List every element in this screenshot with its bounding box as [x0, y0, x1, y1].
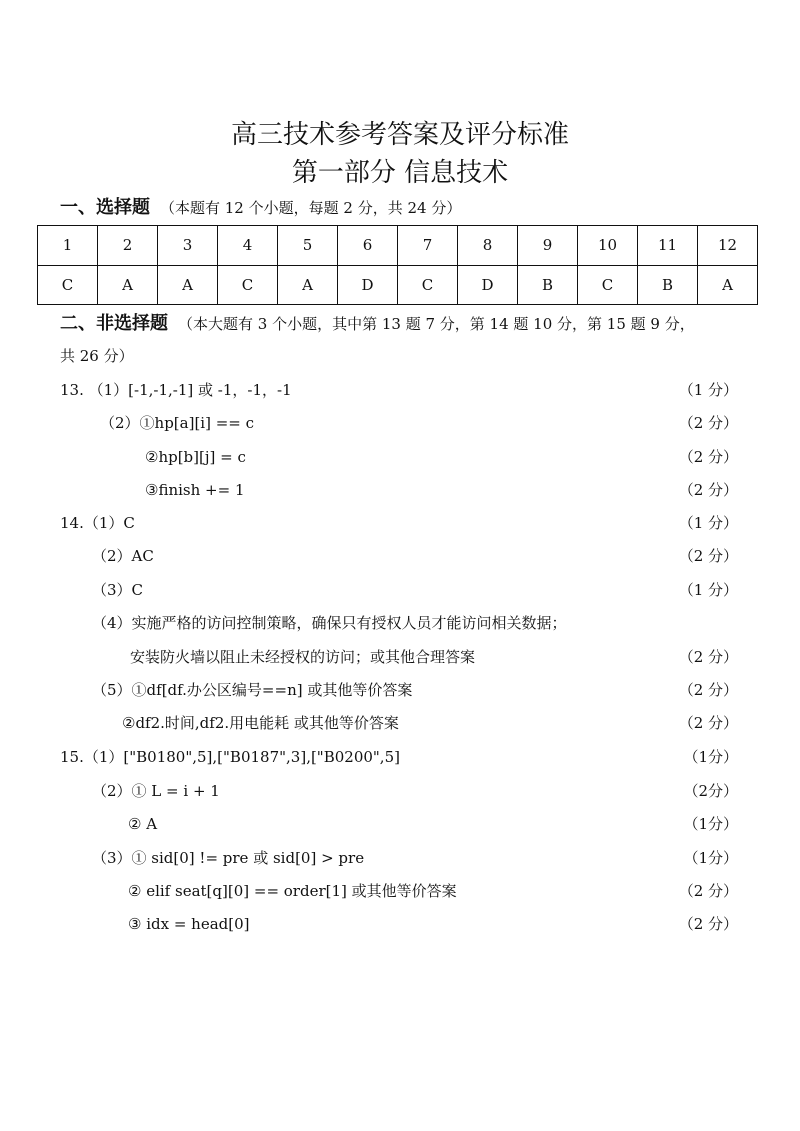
- answer-text: ②df2.时间,df2.用电能耗 或其他等价答案: [122, 714, 399, 732]
- points: （2 分）: [678, 681, 738, 699]
- points: （2 分）: [678, 414, 738, 432]
- question-number-row: [38, 226, 758, 266]
- answer-line: [0, 877, 800, 905]
- answer-text: （2）①hp[a][i] == c: [100, 414, 255, 432]
- points: （2 分）: [678, 714, 738, 732]
- answer-text: （3）① sid[0] != pre 或 sid[0] > pre: [92, 849, 365, 867]
- answer-text: ③ idx = head[0]: [128, 915, 250, 933]
- answer-line: [0, 676, 800, 704]
- answer-line: [0, 844, 800, 872]
- question-number: 7: [398, 226, 458, 266]
- points: （1 分）: [678, 581, 738, 599]
- answer-line: [0, 542, 800, 570]
- answer-cell: C: [38, 265, 98, 305]
- points: （2 分）: [678, 648, 738, 666]
- answer-text: （2）① L = i + 1: [92, 782, 220, 800]
- section-1-heading: [60, 196, 461, 220]
- question-number: 11: [638, 226, 698, 266]
- answer-line: [0, 443, 800, 471]
- answer-row: [38, 265, 758, 305]
- page-title: 高三技术参考答案及评分标准: [230, 120, 569, 150]
- points: （1 分）: [678, 514, 738, 532]
- answer-cell: B: [638, 265, 698, 305]
- answer-cell: D: [458, 265, 518, 305]
- answer-text: （2）AC: [92, 547, 154, 565]
- answer-text: （4）实施严格的访问控制策略，确保只有授权人员才能访问相关数据；: [92, 614, 567, 632]
- section-2-heading: [60, 312, 695, 336]
- answer-line: [0, 709, 800, 737]
- points: （2分）: [683, 782, 738, 800]
- question-number: 1: [38, 226, 98, 266]
- answer-line: [0, 476, 800, 504]
- answer-text: 安装防火墙以阻止未经授权的访问；或其他合理答案: [130, 648, 476, 666]
- answer-cell: A: [98, 265, 158, 305]
- section-2-note: （本大题有 3 个小题，其中第 13 题 7 分，第 14 题 10 分，第 15 题 9 分，: [178, 315, 695, 333]
- answer-line: [0, 777, 800, 805]
- points: （1 分）: [678, 381, 738, 399]
- answer-cell: D: [338, 265, 398, 305]
- answer-text: ② elif seat[q][0] == order[1] 或其他等价答案: [128, 882, 457, 900]
- question-number: 2: [98, 226, 158, 266]
- answer-text: （5）①df[df.办公区编号==n] 或其他等价答案: [92, 681, 413, 699]
- answer-line: [0, 810, 800, 838]
- points: （1分）: [683, 849, 738, 867]
- answer-text: 15.（1）["B0180",5],["B0187",3],["B0200",5]: [60, 748, 400, 766]
- answer-line: [0, 743, 800, 771]
- points: （1分）: [683, 748, 738, 766]
- answer-text: 13. （1）[-1,-1,-1] 或 -1，-1，-1: [60, 381, 292, 399]
- page-subtitle: 第一部分 信息技术: [291, 158, 509, 188]
- answer-line: [0, 609, 800, 637]
- answer-line: [0, 376, 800, 404]
- answer-cell: A: [698, 265, 758, 305]
- answer-text: 14.（1）C: [60, 514, 135, 532]
- section-1-title: 一、选择题: [60, 197, 150, 218]
- question-number: 12: [698, 226, 758, 266]
- question-number: 6: [338, 226, 398, 266]
- points: （2 分）: [678, 882, 738, 900]
- section-1-note: （本题有 12 个小题，每题 2 分，共 24 分）: [160, 199, 462, 217]
- answer-line: [0, 910, 800, 938]
- section-2-note-continued: 共 26 分）: [60, 347, 134, 365]
- question-number: 9: [518, 226, 578, 266]
- section-2-title: 二、非选择题: [60, 313, 168, 334]
- question-number: 4: [218, 226, 278, 266]
- points: （2 分）: [678, 481, 738, 499]
- points: （2 分）: [678, 448, 738, 466]
- answer-text: （3）C: [92, 581, 144, 599]
- question-number: 10: [578, 226, 638, 266]
- points: （2 分）: [678, 547, 738, 565]
- answer-cell: A: [158, 265, 218, 305]
- answer-line: [0, 643, 800, 671]
- answer-line: [0, 509, 800, 537]
- question-number: 3: [158, 226, 218, 266]
- answer-cell: C: [398, 265, 458, 305]
- answer-text: ②hp[b][j] = c: [145, 448, 246, 466]
- question-number: 5: [278, 226, 338, 266]
- answer-cell: C: [578, 265, 638, 305]
- choice-answer-table: [37, 225, 758, 305]
- question-number: 8: [458, 226, 518, 266]
- answer-text: ② A: [128, 815, 158, 833]
- answer-line: [0, 409, 800, 437]
- answer-cell: B: [518, 265, 578, 305]
- answer-line: [0, 576, 800, 604]
- points: （1分）: [683, 815, 738, 833]
- answer-cell: A: [278, 265, 338, 305]
- answer-text: ③finish += 1: [145, 481, 245, 499]
- points: （2 分）: [678, 915, 738, 933]
- answer-cell: C: [218, 265, 278, 305]
